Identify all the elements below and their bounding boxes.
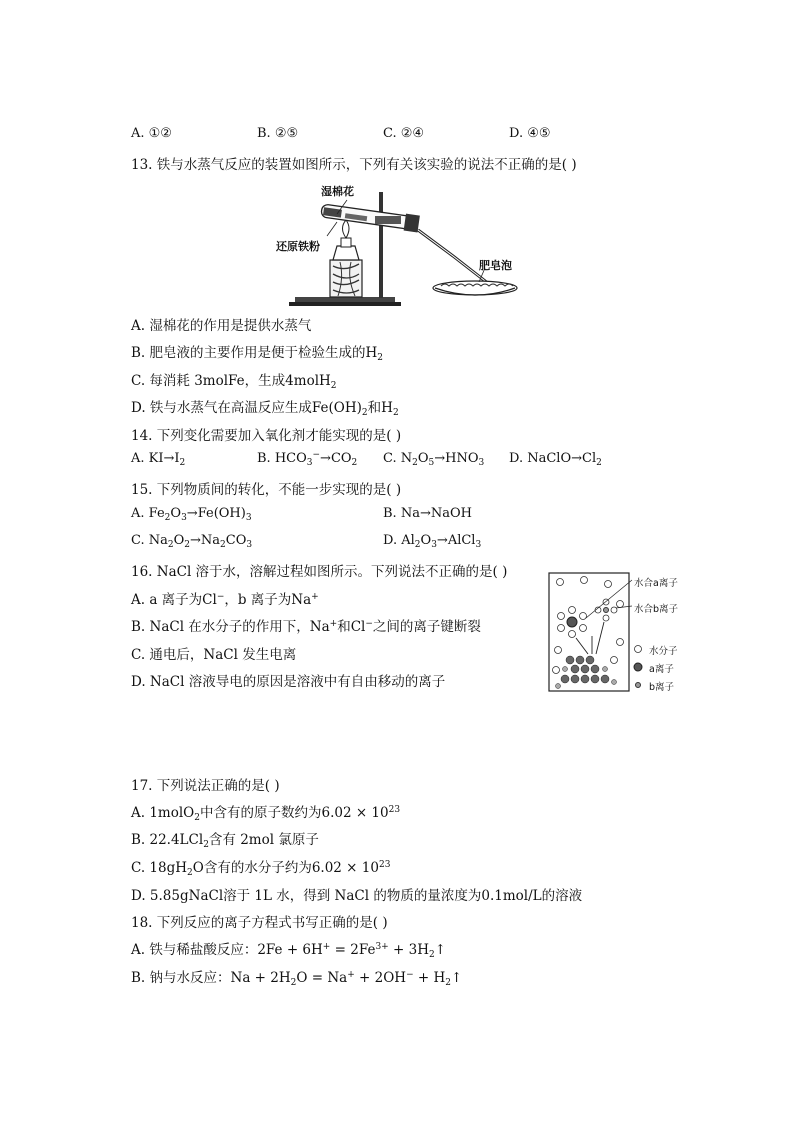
q17-option-b: B. 22.4LCl$_2$含有 2mol 氯原子 [131,832,319,850]
ion-b-legend: b离子 [649,682,675,693]
q13-option-b: B. 肥皂液的主要作用是便于检验生成的$H_2$ [131,345,384,363]
q15-option-a: A. $Fe_2O_3\to Fe(OH)_3$ [131,506,252,523]
q13-stem: 13. 铁与水蒸气反应的装置如图所示，下列有关该实验的说法不正确的是( ) [131,157,577,173]
q15-option-b: B. Na→NaOH [383,506,472,521]
q17-option-d: D. 5.85gNaCl溶于 1L 水，得到 NaCl 的物质的量浓度为0.1mol/L的溶液 [131,888,583,904]
water-molecule-legend: 水分子 [649,646,678,657]
q12-option-d: D. ④⑤ [509,126,551,141]
q16-option-c: C. 通电后，NaCl 发生电离 [131,647,297,663]
iron-powder-label: 还原铁粉 [276,240,320,253]
hydrated-a-label: 水合a离子 [634,578,678,589]
q12-option-b: B. ②⑤ [257,126,299,141]
q14-option-d: D. $NaClO\to Cl_2$ [509,451,602,468]
q13-option-d: D. 铁与水蒸气在高温反应生成$Fe(OH)_2$和$H_2$ [131,400,399,418]
q16-stem: 16. NaCl 溶于水，溶解过程如图所示。下列说法不正确的是( ) [131,564,508,580]
q18-option-b: B. 钠与水反应：$Na + 2H_2O = Na^+ + 2OH^-$ + $H_2↑$ [131,970,463,988]
q14-option-b: B. $HCO_3^-\to CO_2$ [257,450,358,468]
q16-option-d: D. NaCl 溶液导电的原因是溶液中有自由移动的离子 [131,674,446,690]
q12-option-a: A. ①② [131,126,172,141]
q17-option-c: C. $18gH_2O$含有的水分子约为$6.02 \times 10^{23}$ [131,860,391,878]
q14-option-c: C. $N_2O_5\to HNO_3$ [383,451,485,468]
q18-option-a: A. 铁与稀盐酸反应：$2Fe + 6H^+ = 2Fe^{3+}$ + $3H_2↑$ [131,942,447,960]
q15-option-d: D. $Al_2O_3\to AlCl_3$ [383,533,482,550]
q17-option-a: A. 1molO$_2$中含有的原子数约为$6.02 \times 10^{23}$ [131,805,401,823]
q16-option-a: A. a 离子为Cl−，b 离子为Na+ [131,592,319,608]
q18-stem: 18. 下列反应的离子方程式书写正确的是( ) [131,915,388,931]
q16-option-b: B. NaCl 在水分子的作用下，Na+和Cl−之间的离子键断裂 [131,619,481,635]
q13-option-c: C. 每消耗 3molFe，生成4molH$_2$ [131,373,337,391]
hydrated-b-label: 水合b离子 [634,604,679,615]
ion-a-legend: a离子 [649,664,674,675]
q17-stem: 17. 下列说法正确的是( ) [131,778,280,794]
q14-stem: 14. 下列变化需要加入氧化剂才能实现的是( ) [131,428,402,444]
q12-option-c: C. ②④ [383,126,425,141]
q14-option-a: A. $KI\to I_2$ [131,451,186,468]
soap-bubble-label: 肥皂泡 [479,259,512,272]
q15-stem: 15. 下列物质间的转化，不能一步实现的是( ) [131,482,402,498]
q13-option-a: A. 湿棉花的作用是提供水蒸气 [131,318,312,334]
wet-cotton-label: 湿棉花 [321,185,354,198]
q15-option-c: C. $Na_2O_2\to Na_2CO_3$ [131,533,253,550]
